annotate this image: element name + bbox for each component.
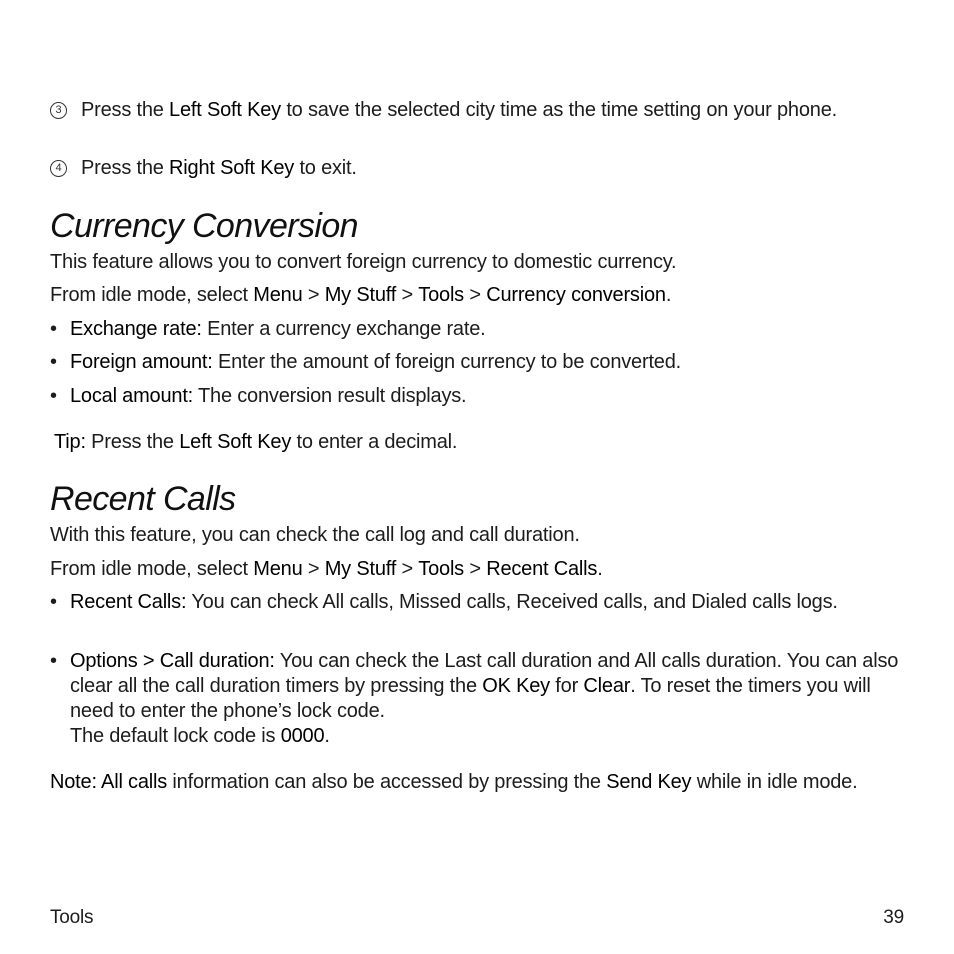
step-number-4: 4 [50,160,67,177]
step-3 [50,98,894,123]
page-number: 39 [883,907,904,928]
currency-tip: Tip: Press the Left Soft Key to enter a decimal. [54,431,458,453]
bullet-dot: • [50,318,57,340]
bullet-exchange-rate: • Exchange rate: Enter a currency exchange rate. [50,318,486,340]
step-4-text: Press the Right Soft Key to exit. [81,157,357,179]
recent-intro: With this feature, you can check the call log and call duration. [50,524,580,546]
bullet-local-amount: • Local amount: The conversion result displays. [50,385,467,407]
left-soft-key-label: Left Soft Key [169,99,281,121]
bullet-recent-calls: • Recent Calls: You can check All calls, Missed calls, Received calls, and Dialed calls logs. [50,591,838,613]
step-4 [50,156,894,181]
recent-note: Note: All calls information can also be accessed by pressing the Send Key while in idle mode. [50,771,858,793]
bullet-call-duration: • Options > Call duration: You can check the Last call duration and All calls duration. You can also clear all the call duration timers by pressing the OK Key for Clear. To reset the timers you will need to enter the phone’s lock code. The default lock code is 0000. [50,650,899,747]
bullet-foreign-amount: • Foreign amount: Enter the amount of foreign currency to be converted. [50,351,682,373]
bullet-dot: • [50,351,57,373]
recent-menu-path: From idle mode, select Menu > My Stuff > Tools > Recent Calls. [50,558,603,580]
step-number-3: 3 [50,102,67,119]
currency-intro: This feature allows you to convert foreign currency to domestic currency. [50,251,677,273]
bullet-dot: • [50,385,57,407]
step-3-text: Press the Left Soft Key to save the selected city time as the time setting on your phone. [81,99,837,121]
right-soft-key-label: Right Soft Key [169,157,295,179]
currency-conversion-heading: Currency Conversion [50,207,358,245]
bullet-dot: • [50,650,57,672]
recent-calls-heading: Recent Calls [50,480,236,518]
footer-section-name: Tools [50,907,94,928]
bullet-dot: • [50,591,57,613]
currency-menu-path: From idle mode, select Menu > My Stuff > Tools > Currency conversion. [50,284,672,306]
